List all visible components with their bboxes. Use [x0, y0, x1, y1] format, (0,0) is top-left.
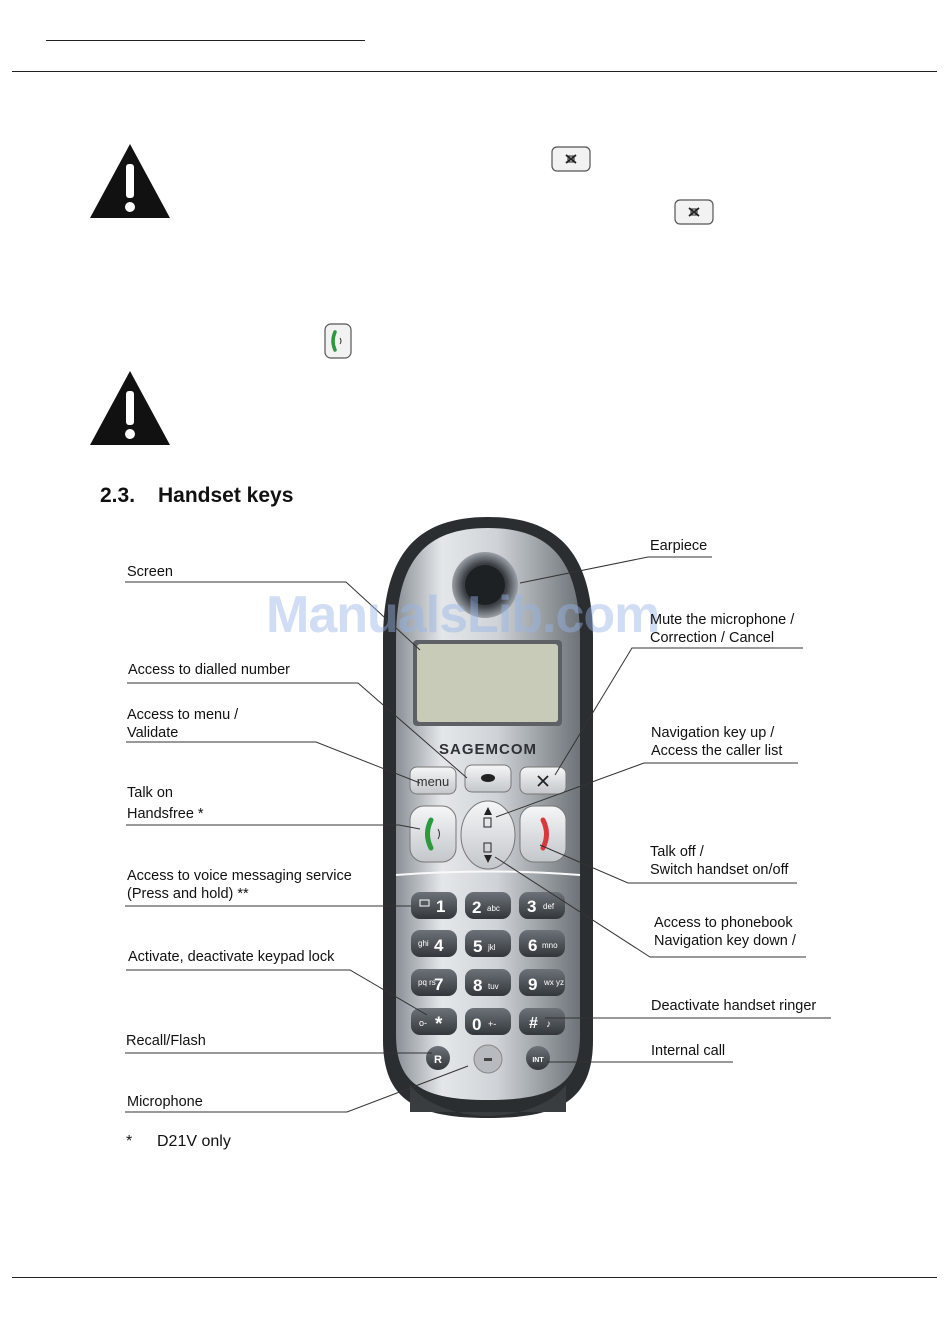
label-menu-validate: Access to menu / Validate [127, 707, 239, 741]
footnote-marker: * [126, 1133, 133, 1150]
svg-text:2: 2 [472, 898, 482, 917]
talk-key [410, 806, 456, 862]
svg-text:abc: abc [487, 904, 500, 913]
label-screen: Screen [127, 564, 173, 580]
label-talk-off: Talk off / Switch handset on/off [650, 844, 789, 878]
key-1 [411, 892, 457, 919]
svg-text:R: R [434, 1054, 442, 1066]
label-ringer: Deactivate handset ringer [651, 998, 817, 1014]
svg-text:♪: ♪ [546, 1019, 551, 1030]
key-star [411, 1008, 457, 1035]
label-keypad-lock: Activate, deactivate keypad lock [128, 949, 335, 965]
svg-text:3: 3 [527, 897, 537, 916]
section-number: 2.3. [100, 484, 136, 507]
svg-text:+-: +- [488, 1019, 497, 1029]
svg-text:0: 0 [472, 1015, 482, 1034]
phone-brand: SAGEMCOM [439, 741, 537, 758]
label-internal-call: Internal call [651, 1043, 726, 1059]
svg-text:o-: o- [419, 1018, 428, 1028]
label-phonebook: Access to phonebook Navigation key down / [654, 915, 796, 949]
svg-text:4: 4 [434, 936, 444, 955]
label-mute: Mute the microphone / Correction / Cancel [650, 612, 795, 646]
watermark: ManualsLib.com [266, 586, 660, 644]
svg-text:wx yz: wx yz [544, 978, 564, 987]
label-dialled-number: Access to dialled number [128, 662, 290, 678]
label-microphone: Microphone [127, 1094, 203, 1110]
svg-text:#: # [529, 1015, 538, 1032]
label-voice-messaging: Access to voice messaging service (Press and hold) ** [127, 868, 352, 902]
label-talk-handsfree: Talk on Handsfree * [127, 785, 204, 822]
label-earpiece: Earpiece [650, 538, 708, 554]
svg-text:menu: menu [416, 774, 450, 789]
svg-text:6: 6 [528, 936, 538, 955]
svg-text:tuv: tuv [488, 982, 499, 991]
svg-text:def: def [543, 902, 555, 911]
svg-text:8: 8 [473, 976, 483, 995]
footnote [126, 1133, 231, 1151]
svg-text:7: 7 [434, 975, 444, 994]
section-title: Handset keys [158, 484, 294, 507]
label-recall-flash: Recall/Flash [126, 1033, 206, 1049]
key-hash [519, 1008, 565, 1035]
footnote-text: D21V only [157, 1133, 231, 1150]
svg-text:ghi: ghi [418, 939, 429, 948]
label-nav-up: Navigation key up / Access the caller list [651, 725, 783, 759]
svg-text:jkl: jkl [488, 943, 496, 952]
svg-text:1: 1 [436, 897, 446, 916]
svg-text:9: 9 [528, 975, 538, 994]
footer-rule [12, 1277, 937, 1278]
svg-text:INT: INT [532, 1057, 544, 1064]
svg-text:5: 5 [473, 937, 483, 956]
svg-text:mno: mno [542, 941, 558, 950]
key-3 [519, 892, 565, 919]
svg-text:*: * [435, 1014, 443, 1035]
svg-text:pq rs: pq rs [418, 978, 436, 987]
